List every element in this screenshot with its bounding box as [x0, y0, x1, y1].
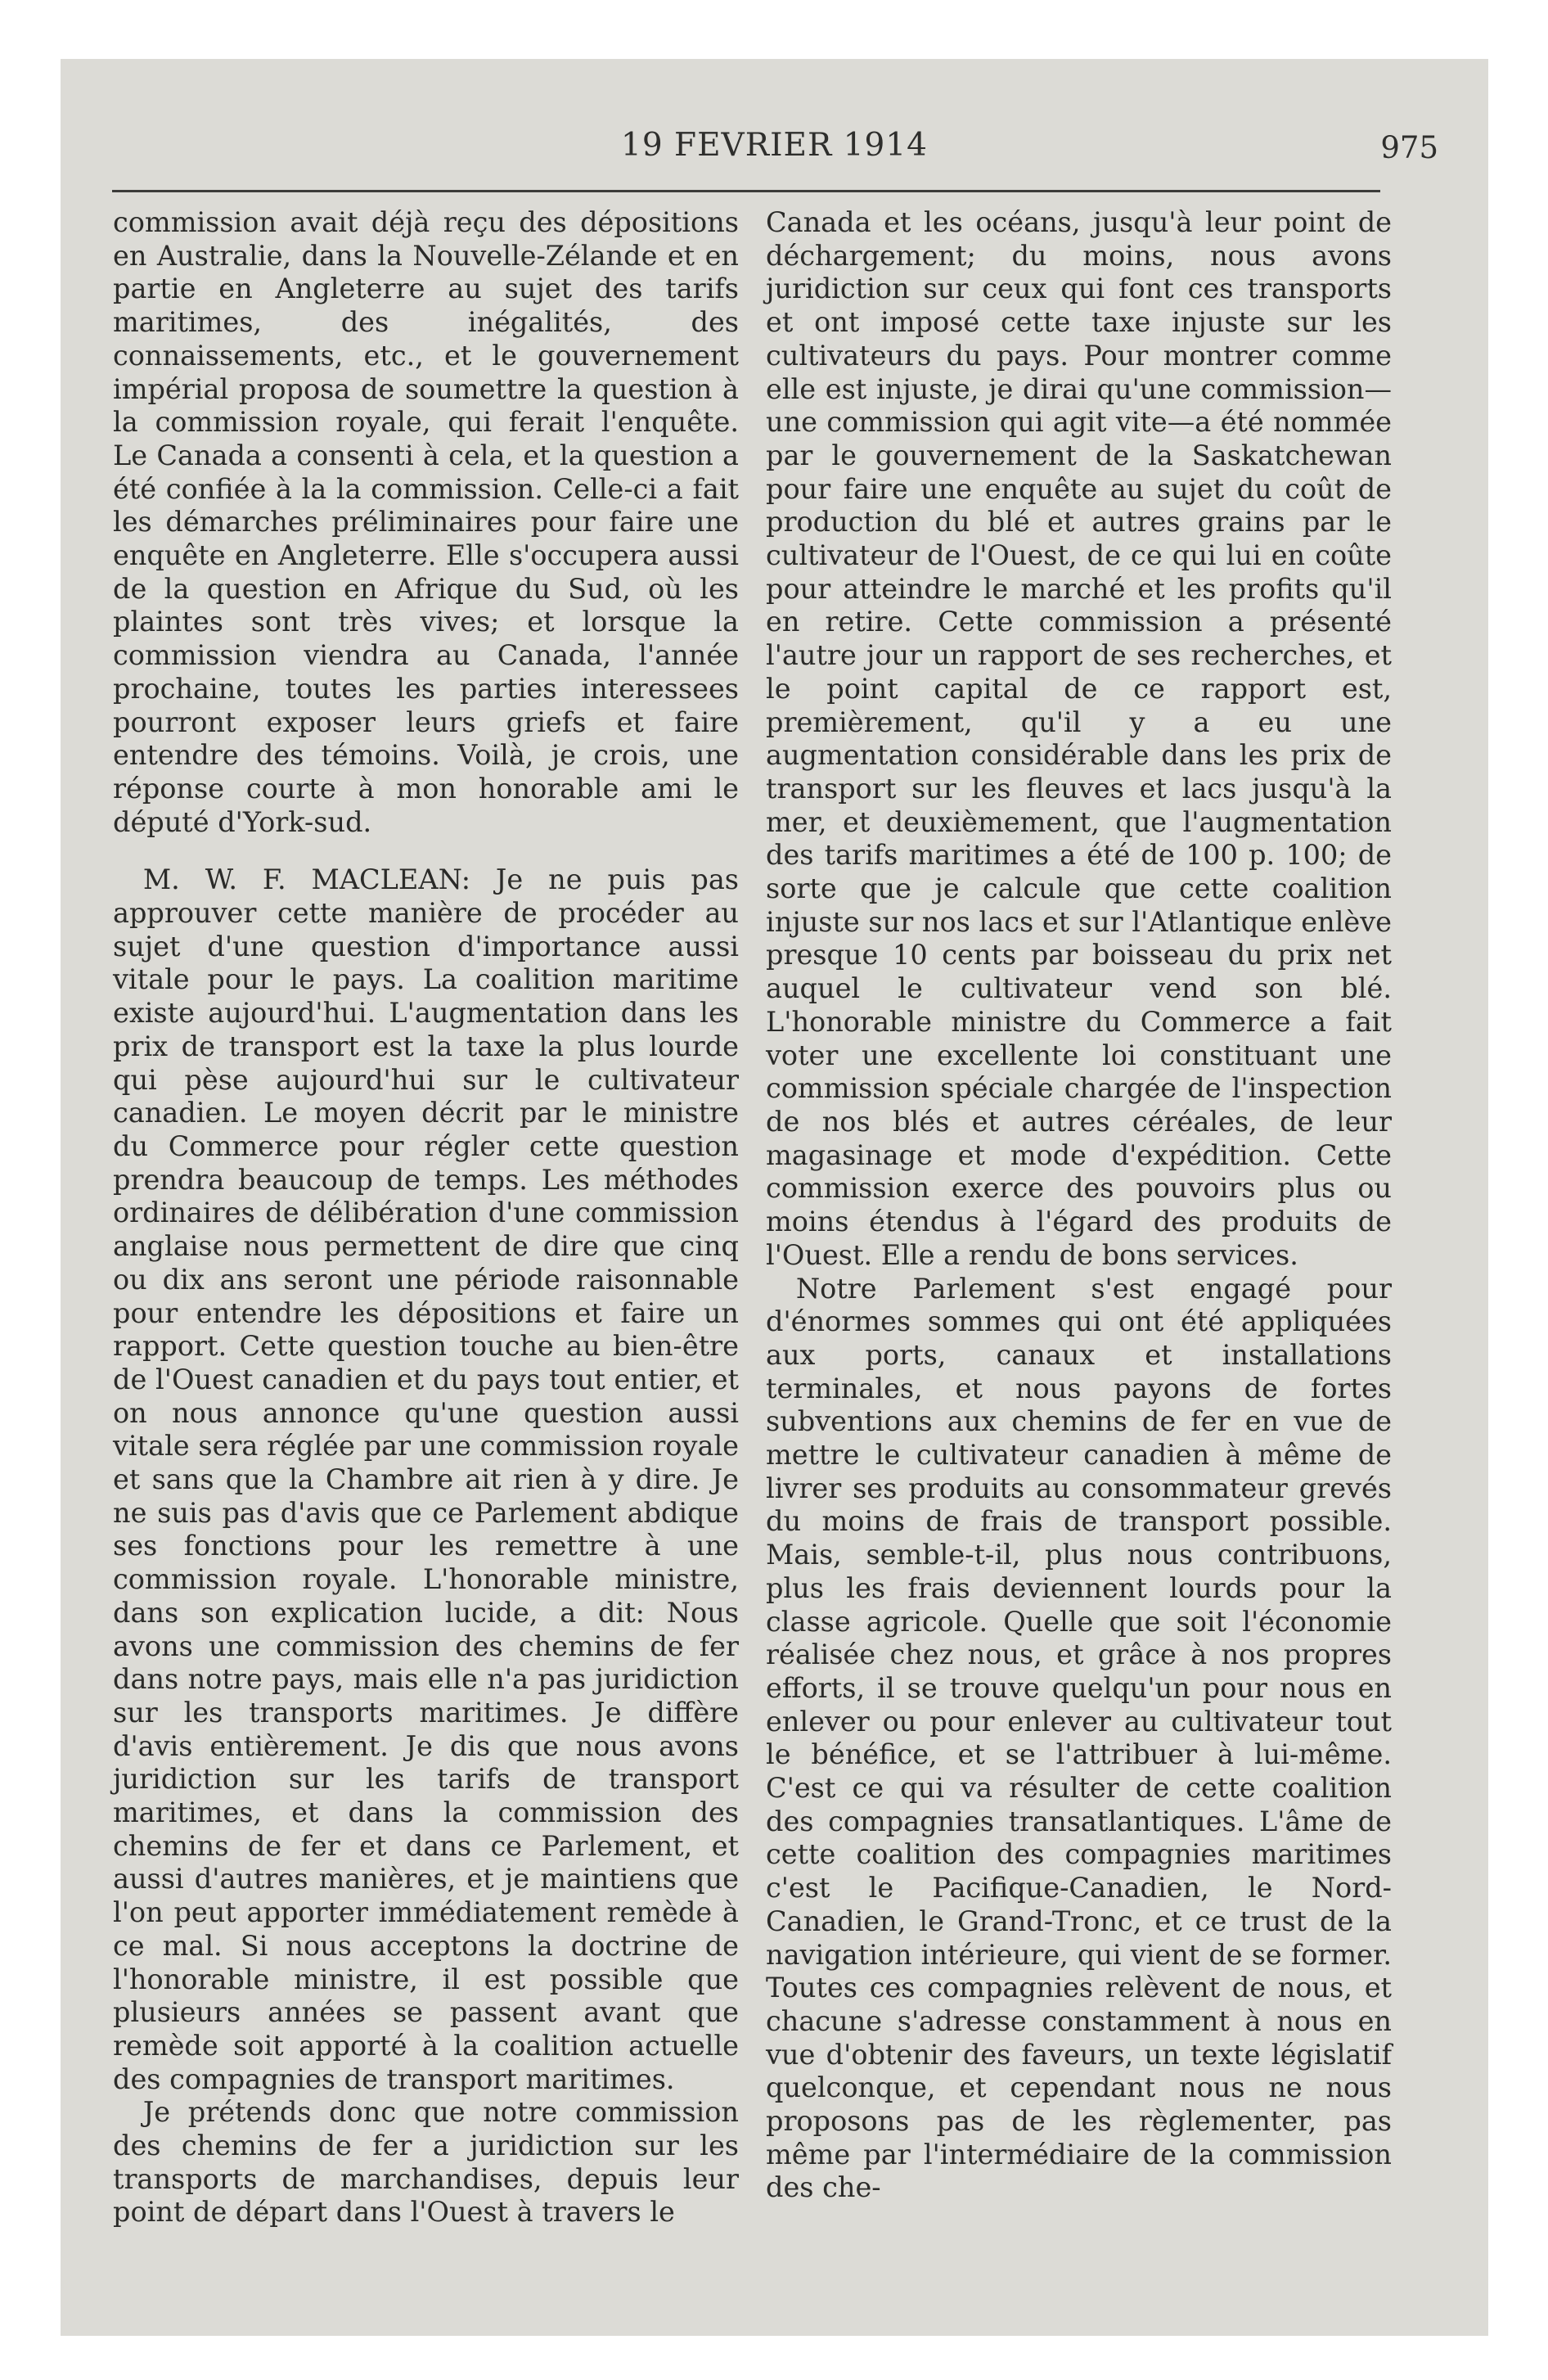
paragraph: commission avait déjà reçu des dépositions en Australie, dans la Nouvelle-Zélande et en partie en Angleterre au sujet des tarifs maritimes, des inégalités, des connaissements, etc., et le gouvernement impérial proposa de soumettre la question à la commission royale, qui ferait l'enquête. Le Canada a consenti à cela, et la question a été confiée à la la commission. Celle-ci a fait les démarches préliminaires pour faire une enquête en Angleterre. Elle s'occupera aussi de la question en Afrique du Sud, où les plaintes sont très vives; et lorsque la commission viendra au Canada, l'année prochaine, toutes les parties interessees pourront exposer leurs griefs et faire entendre des témoins. Voilà, je crois, une réponse courte à mon honorable ami le député d'York-sud. — [113, 206, 739, 838]
paragraph: M. W. F. MACLEAN: Je ne puis pas approuver cette manière de procéder au sujet d'une question d'importance aussi vitale pour le pays. La coalition maritime existe aujourd'hui. L'augmentation dans les prix de transport est la taxe la plus lourde qui pèse aujourd'hui sur le cultivateur canadien. Le moyen décrit par le ministre du Commerce pour régler cette question prendra beaucoup de temps. Les méthodes ordinaires de délibération d'une commission anglaise nous permettent de dire que cinq ou dix ans seront une période raisonnable pour entendre les dépositions et faire un rapport. Cette question touche au bien-être de l'Ouest canadien et du pays tout entier, et on nous annonce qu'une question aussi vitale sera réglée par une commission royale et sans que la Chambre ait rien à y dire. Je ne suis pas d'avis que ce Parlement abdique ses fonctions pour les remettre à une commission royale. L'honorable ministre, dans son explication lucide, a dit: Nous avons une commission des chemins de fer dans notre pays, mais elle n'a pas juridiction sur les transports maritimes. Je diffère d'avis entièrement. Je dis que nous avons juridiction sur les tarifs de transport maritimes, et dans la commission des chemins de fer et dans ce Parlement, et aussi d'autres manières, et je maintiens que l'on peut apporter immédiatement remède à ce mal. Si nous acceptons la doctrine de l'honorable ministre, il est possible que plusieurs années se passent avant que remède soit apporté à la coalition actuelle des compagnies de transport maritimes. — [113, 863, 739, 2095]
right-column — [766, 206, 1392, 2205]
left-column — [113, 206, 739, 2229]
paragraph: Notre Parlement s'est engagé pour d'énormes sommes qui ont été appliquées aux ports, canaux et installations terminales, et nous payons de fortes subventions aux chemins de fer en vue de mettre le cultivateur canadien à même de livrer ses produits au consommateur grevés du moins de frais de transport possible. Mais, semble-t-il, plus nous contribuons, plus les frais deviennent lourds pour la classe agricole. Quelle que soit l'économie réalisée chez nous, et grâce à nos propres efforts, il se trouve quelqu'un pour nous en enlever ou pour enlever au cultivateur tout le bénéfice, et se l'attribuer à lui-même. C'est ce qui va résulter de cette coalition des compagnies transatlantiques. L'âme de cette coalition des compagnies maritimes c'est le Pacifique-Canadien, le Nord-Canadien, le Grand-Tronc, et ce trust de la navigation intérieure, qui vient de se former. Toutes ces compagnies relèvent de nous, et chacune s'adresse constamment à nous en vue d'obtenir des faveurs, un texte législatif quelconque, et cependant nous ne nous proposons pas de les règlementer, pas même par l'intermédiaire de la commission des che- — [766, 1272, 1392, 2204]
page-number: 975 — [1380, 130, 1438, 165]
page-header — [61, 127, 1488, 176]
paragraph: Je prétends donc que notre commission des chemins de fer a juridiction sur les transports de marchandises, depuis leur point de départ dans l'Ouest à travers le — [113, 2096, 739, 2229]
paragraph: Canada et les océans, jusqu'à leur point de déchargement; du moins, nous avons juridiction sur ceux qui font ces transports et ont imposé cette taxe injuste sur les cultivateurs du pays. Pour montrer comme elle est injuste, je dirai qu'une commission—une commission qui agit vite—a été nommée par le gouvernement de la Saskatchewan pour faire une enquête au sujet du coût de production du blé et autres grains par le cultivateur de l'Ouest, de ce qui lui en coûte pour atteindre le marché et les profits qu'il en retire. Cette commission a présenté l'autre jour un rapport de ses recherches, et le point capital de ce rapport est, premièrement, qu'il y a eu une augmentation considérable dans les prix de transport sur les fleuves et lacs jusqu'à la mer, et deuxièmement, que l'augmentation des tarifs maritimes a été de 100 p. 100; de sorte que je calcule que cette coalition injuste sur nos lacs et sur l'Atlantique enlève presque 10 cents par boisseau du prix net auquel le cultivateur vend son blé. L'honorable ministre du Commerce a fait voter une excellente loi constituant une commission spéciale chargée de l'inspection de nos blés et autres céréales, de leur magasinage et mode d'expédition. Cette commission exerce des pouvoirs plus ou moins étendus à l'égard des produits de l'Ouest. Elle a rendu de bons services. — [766, 206, 1392, 1271]
header-date: 19 FEVRIER 1914 — [621, 127, 928, 164]
header-rule — [112, 190, 1380, 192]
